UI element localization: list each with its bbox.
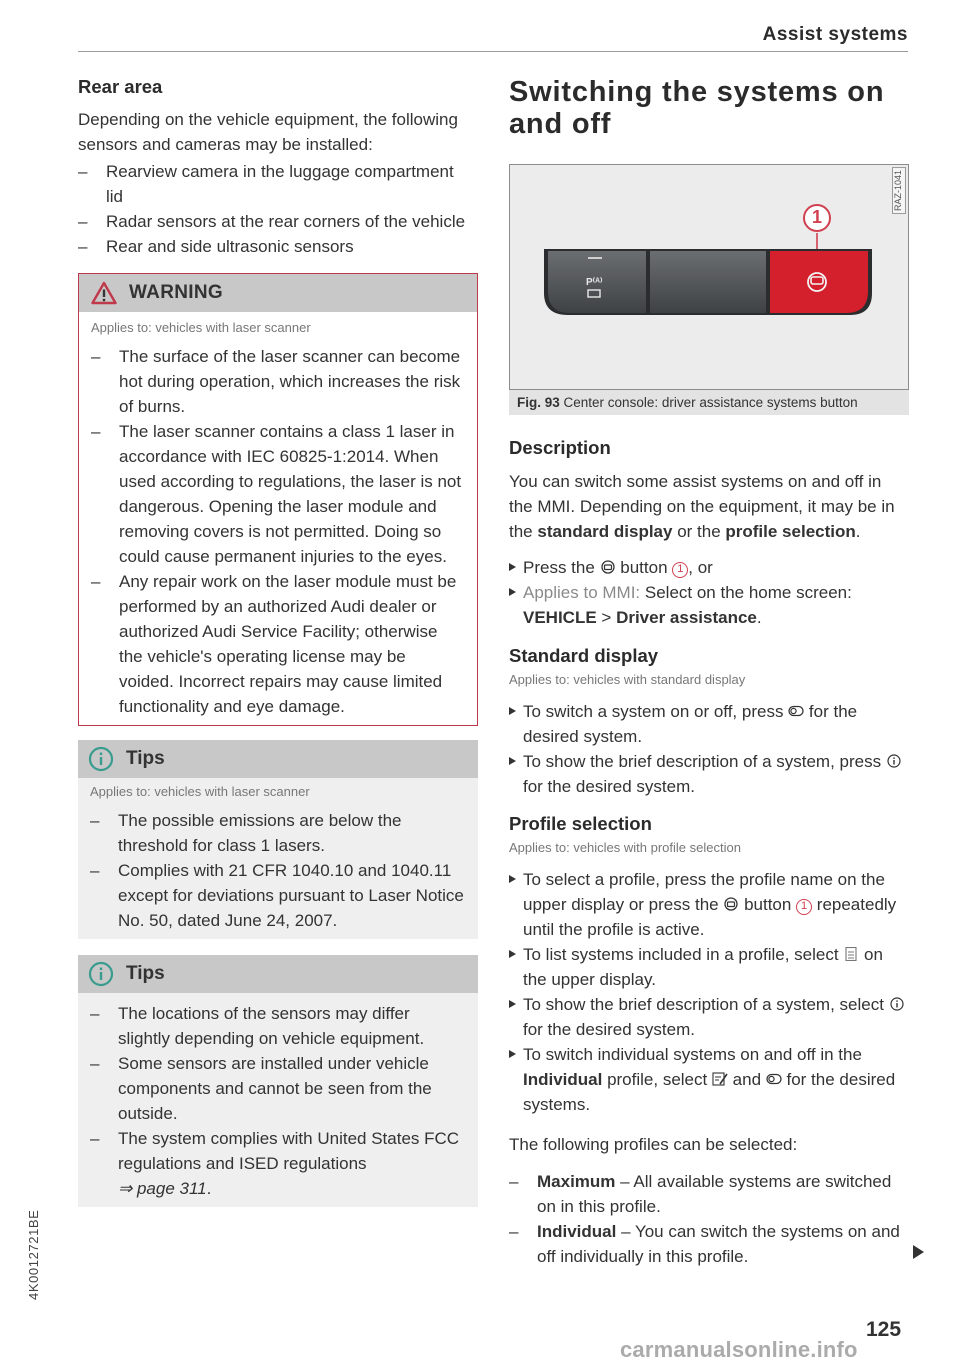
list-item bbox=[509, 1219, 909, 1269]
step-text: Select on the home screen: bbox=[640, 583, 852, 602]
menu-separator: > bbox=[596, 608, 617, 627]
step-text: , or bbox=[688, 558, 713, 577]
center-console-illustration bbox=[510, 165, 908, 389]
warning-header bbox=[79, 274, 477, 312]
profile-selection-heading: Profile selection bbox=[509, 813, 652, 834]
list-item-text: – You can switch the systems on and off individually in this profile. bbox=[537, 1222, 900, 1266]
figure-caption bbox=[509, 390, 909, 415]
page-ref-period: . bbox=[206, 1179, 212, 1198]
tips-label: Tips bbox=[126, 963, 165, 984]
warning-applies: Applies to: vehicles with laser scanner bbox=[91, 320, 311, 335]
mmi-applies-label: Applies to MMI: bbox=[523, 583, 641, 602]
tips-header bbox=[78, 740, 478, 778]
individual-term: Individual bbox=[523, 1070, 603, 1089]
info-icon bbox=[88, 961, 114, 987]
step-item bbox=[509, 992, 909, 1042]
step-text: for the desired system. bbox=[523, 702, 858, 746]
tips-header bbox=[78, 955, 478, 993]
tips-box-sensors bbox=[78, 955, 478, 1207]
list-item: – The surface of the laser scanner can become hot during operation, which increases the risk of burns. bbox=[91, 344, 465, 419]
callout-ref-1: 1 bbox=[672, 562, 688, 578]
list-item bbox=[90, 1126, 466, 1201]
step-text: To show the brief description of a system, press bbox=[523, 752, 886, 771]
figure-callout-1: 1 bbox=[811, 207, 822, 227]
document-code: 4K0012721BE bbox=[26, 1209, 41, 1300]
description-text bbox=[509, 469, 909, 544]
step-text: To show the brief description of a system, select bbox=[523, 995, 889, 1014]
warning-triangle-icon bbox=[91, 281, 117, 305]
page-ref-link[interactable]: ⇒ page 311 bbox=[118, 1179, 207, 1198]
figure-label: Fig. 93 bbox=[517, 395, 560, 410]
profile-applies: Applies to: vehicles with profile selection bbox=[509, 840, 741, 855]
continue-arrow-icon bbox=[913, 1245, 924, 1259]
section-title: Switching the systems on and off bbox=[509, 76, 885, 140]
profile-steps bbox=[509, 867, 909, 1117]
following-profiles-text: The following profiles can be selected: bbox=[509, 1135, 798, 1154]
step-text: . bbox=[756, 608, 762, 627]
description-heading: Description bbox=[509, 437, 611, 458]
left-column bbox=[78, 72, 478, 1207]
running-header: Assist systems bbox=[762, 24, 908, 45]
fcc-text: The system complies with United States FCC regulations and ISED regulations bbox=[118, 1129, 460, 1173]
header-divider bbox=[78, 51, 908, 52]
list-item: – The locations of the sensors may differ slightly depending on vehicle equipment. bbox=[90, 1001, 466, 1051]
vehicle-menu-term: VEHICLE bbox=[523, 608, 597, 627]
step-item bbox=[509, 555, 909, 580]
step-text: repeatedly until the profile is active. bbox=[523, 895, 897, 939]
description-text-a: You can switch some assist systems on and off in the MMI. Depending on the equipment, it may be in the bbox=[509, 472, 895, 541]
standard-display-heading: Standard display bbox=[509, 645, 659, 666]
assist-button-icon bbox=[600, 560, 616, 574]
description-steps bbox=[509, 555, 909, 630]
step-item bbox=[509, 699, 909, 749]
rear-area-intro: Depending on the vehicle equipment, the following sensors and cameras may be installed: bbox=[78, 110, 458, 154]
warning-body bbox=[79, 312, 477, 725]
step-text: for the desired system. bbox=[523, 777, 695, 796]
toggle-switch-icon bbox=[766, 1072, 782, 1086]
step-text: for the desired systems. bbox=[523, 1070, 896, 1114]
callout-ref-1: 1 bbox=[796, 899, 812, 915]
profile-list bbox=[509, 1169, 909, 1269]
figure-93 bbox=[509, 164, 909, 390]
right-column bbox=[509, 72, 909, 1269]
standard-steps bbox=[509, 699, 909, 799]
list-item: – The laser scanner contains a class 1 laser in accordance with IEC 60825-1:2014. When used according to regulations, the laser is not dangerous. Opening the laser module and removing covers is not permitted. Doing so could cause permanent injuries to the eyes. bbox=[91, 419, 465, 569]
list-item-text: – All available systems are switched on in this profile. bbox=[537, 1172, 892, 1216]
step-text: Press the bbox=[523, 558, 600, 577]
edit-icon bbox=[712, 1072, 728, 1086]
figure-caption-text: Center console: driver assistance systems button bbox=[563, 395, 858, 410]
svg-text:P⁽ᴬ⁾: P⁽ᴬ⁾ bbox=[586, 277, 603, 288]
list-item: – Some sensors are installed under vehicle components and cannot be seen from the outside. bbox=[90, 1051, 466, 1126]
description-text-c: . bbox=[855, 522, 861, 541]
page-number: 125 bbox=[866, 1318, 902, 1341]
list-icon bbox=[843, 947, 859, 961]
step-text: To list systems included in a profile, select bbox=[523, 945, 844, 964]
description-text-b: or the bbox=[672, 522, 726, 541]
step-text: To select a profile, press the profile name on the upper display or press the bbox=[523, 870, 885, 914]
step-text: on the upper display. bbox=[523, 945, 883, 989]
list-item: – Any repair work on the laser module must be performed by an authorized Audi dealer or authorized Audi Service Facility; otherwise the vehicle's operating license may be voided. Incorrect repairs may cause limited functionality and eye damage. bbox=[91, 569, 465, 719]
tips-applies: Applies to: vehicles with laser scanner bbox=[90, 784, 310, 799]
individual-term: Individual bbox=[537, 1222, 617, 1241]
assist-button-icon bbox=[723, 897, 739, 911]
info-circle-icon bbox=[886, 754, 902, 768]
list-item: – The possible emissions are below the threshold for class 1 lasers. bbox=[90, 808, 466, 858]
driver-assistance-term: Driver assistance bbox=[616, 608, 757, 627]
step-text: To switch individual systems on and off in the bbox=[523, 1045, 862, 1064]
standard-display-term: standard display bbox=[537, 522, 673, 541]
tips-box-laser bbox=[78, 740, 478, 939]
step-text: button bbox=[615, 558, 673, 577]
step-text: button bbox=[739, 895, 797, 914]
step-text: and bbox=[727, 1070, 766, 1089]
step-item bbox=[509, 867, 909, 942]
tips-body bbox=[78, 993, 478, 1207]
sensor-list bbox=[78, 159, 478, 259]
warning-label: WARNING bbox=[129, 282, 223, 303]
step-item bbox=[509, 942, 909, 992]
tips-body bbox=[78, 778, 478, 939]
list-item: – Rear and side ultrasonic sensors bbox=[78, 234, 478, 259]
step-item bbox=[509, 580, 909, 630]
info-circle-icon bbox=[889, 997, 905, 1011]
maximum-term: Maximum bbox=[537, 1172, 616, 1191]
step-text: To switch a system on or off, press bbox=[523, 702, 789, 721]
tips-label: Tips bbox=[126, 748, 165, 769]
profile-selection-term: profile selection bbox=[725, 522, 856, 541]
step-text: for the desired system. bbox=[523, 1020, 695, 1039]
list-item: – Rearview camera in the luggage compartment lid bbox=[78, 159, 468, 209]
standard-applies: Applies to: vehicles with standard display bbox=[509, 672, 746, 687]
step-text: profile, select bbox=[602, 1070, 712, 1089]
list-item: – Radar sensors at the rear corners of the vehicle bbox=[78, 209, 478, 234]
rear-area-heading: Rear area bbox=[78, 76, 163, 97]
list-item bbox=[509, 1169, 909, 1219]
step-item bbox=[509, 749, 909, 799]
step-item bbox=[509, 1042, 909, 1117]
warning-box bbox=[78, 273, 478, 726]
info-icon bbox=[88, 746, 114, 772]
figure-code: RAZ-1041 bbox=[892, 167, 906, 214]
toggle-switch-icon bbox=[788, 704, 804, 718]
watermark: carmanualsonline.info bbox=[620, 1337, 858, 1362]
list-item: – Complies with 21 CFR 1040.10 and 1040.11 except for deviations pursuant to Laser Notice No. 50, dated June 24, 2007. bbox=[90, 858, 466, 933]
